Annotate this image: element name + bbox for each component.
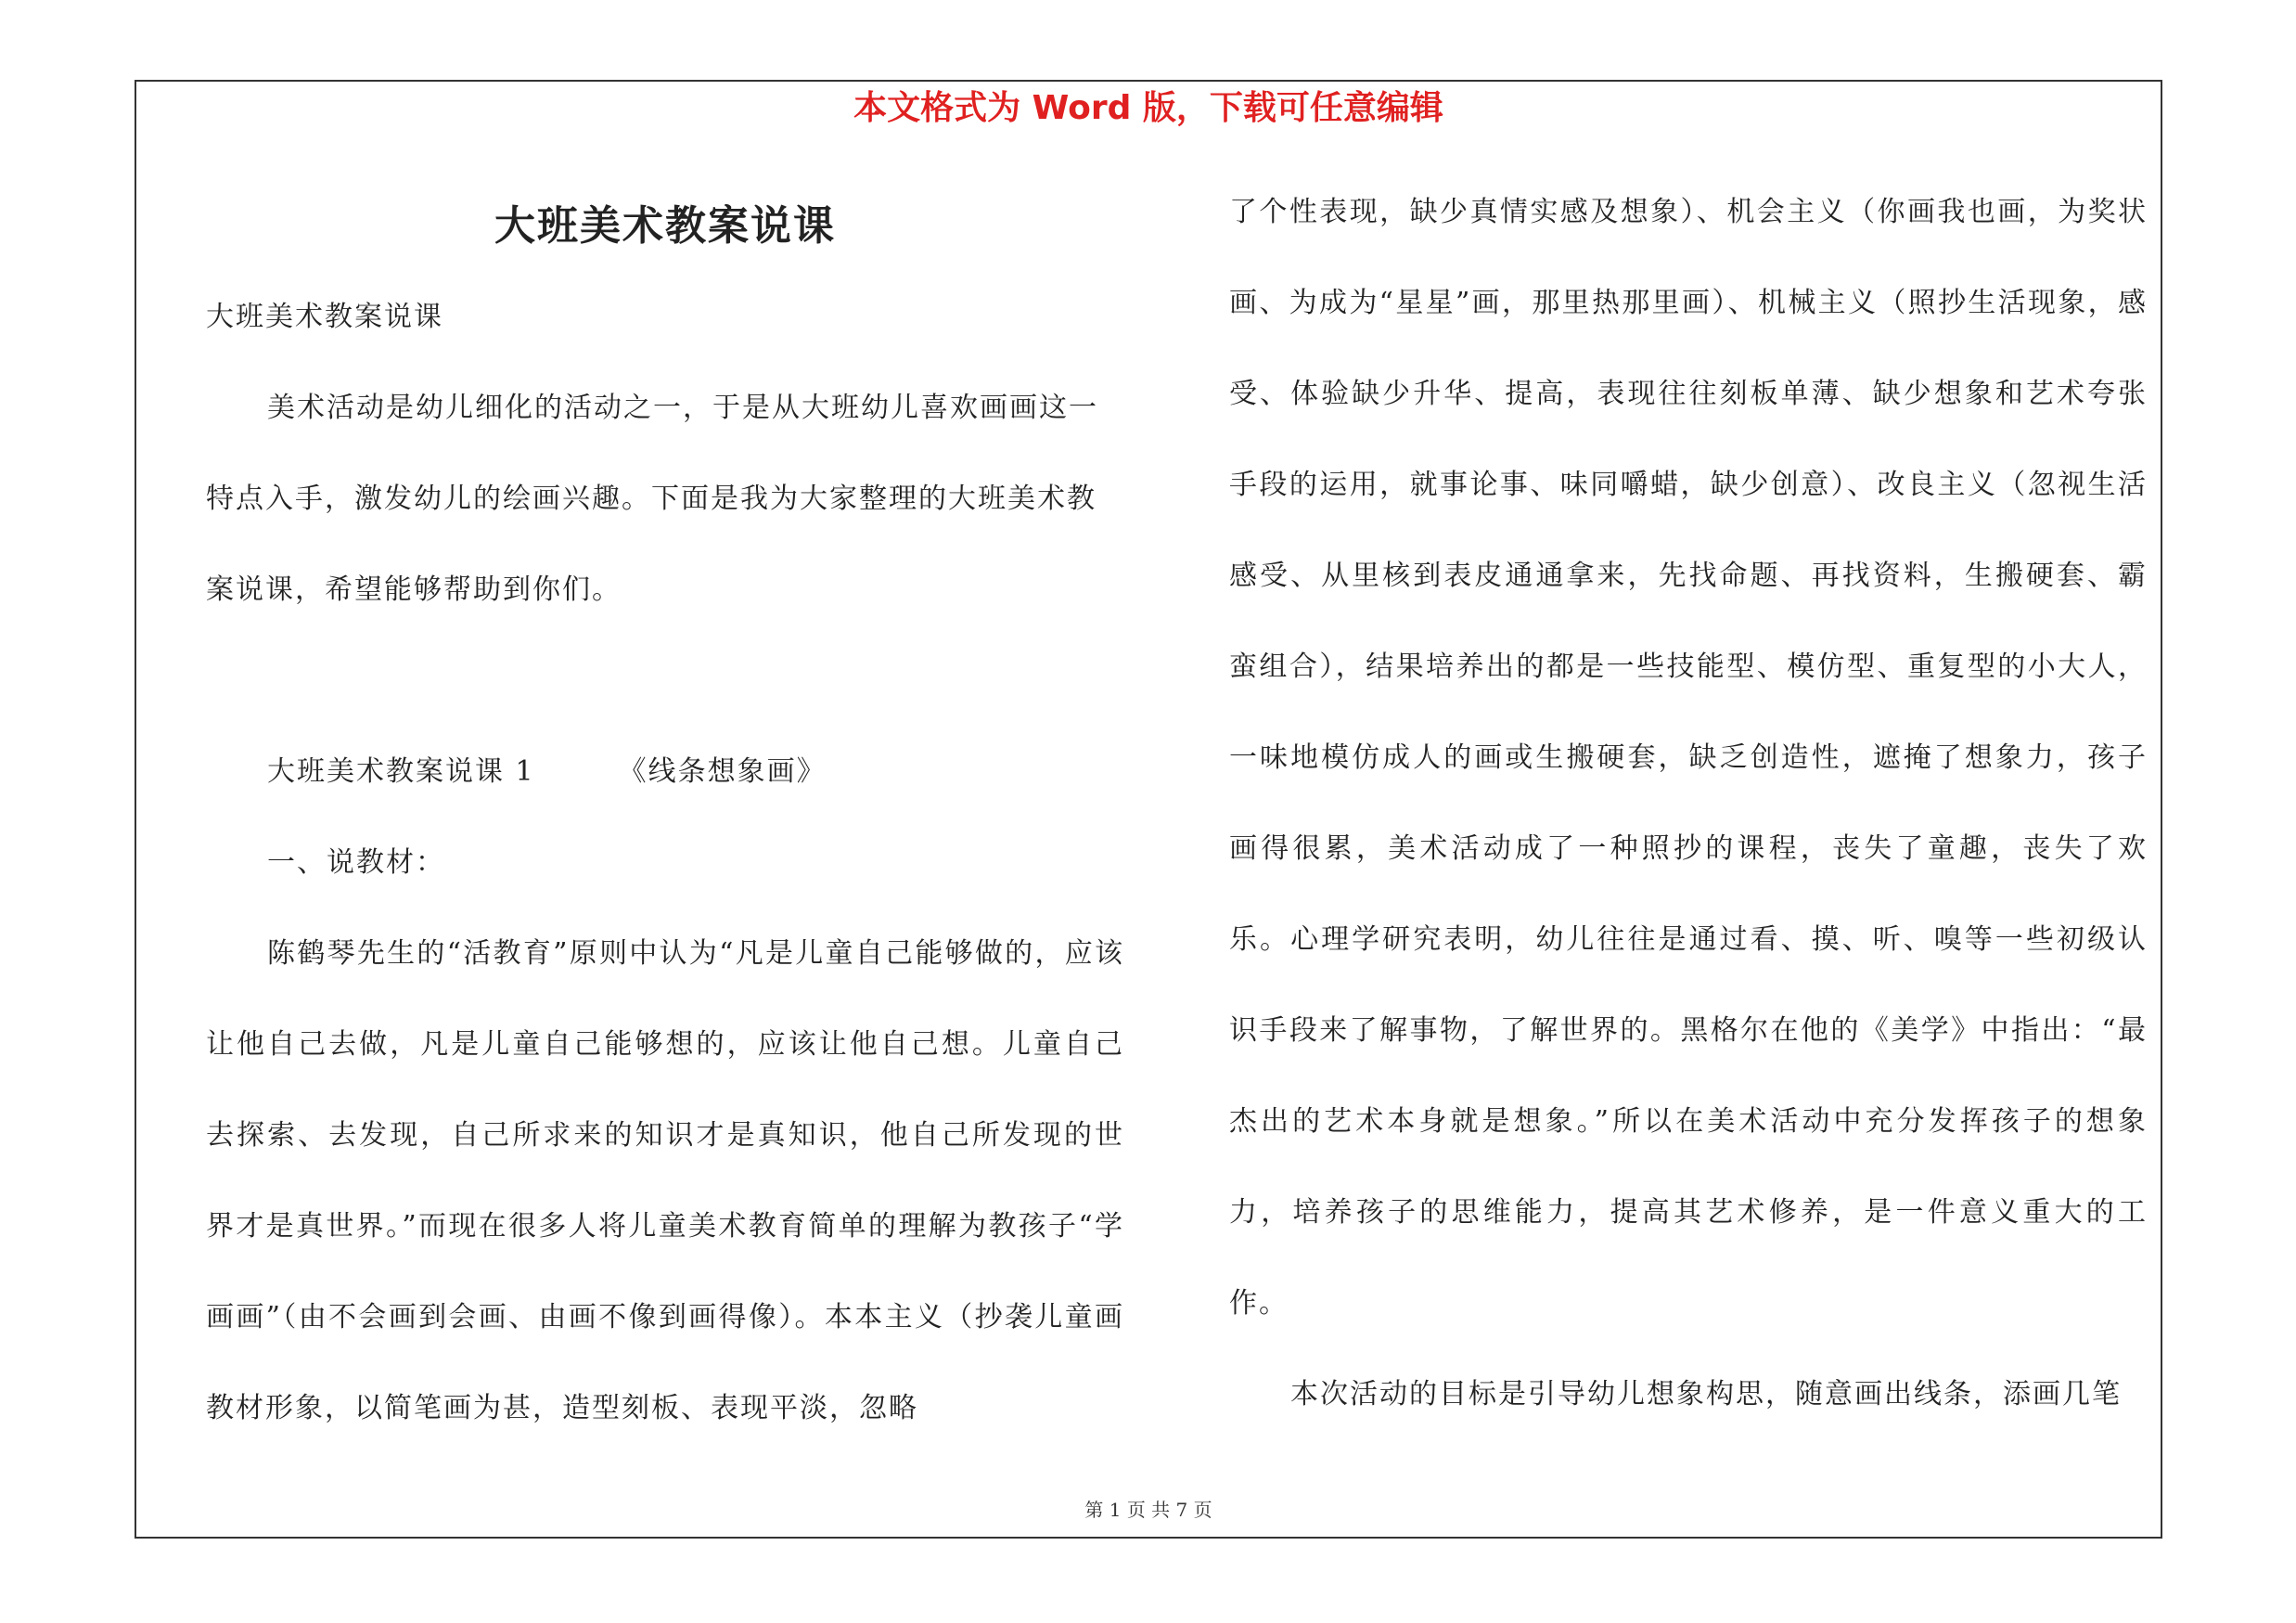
section-title: 《线条想象画》 [618, 755, 827, 788]
right-column [1229, 167, 2148, 1440]
goal-paragraph: 本次活动的目标是引导幼儿想象构思，随意画出线条，添画几笔 [1290, 1378, 2122, 1410]
word-format-banner: 本文格式为 Word 版，下载可任意编辑 [853, 89, 1443, 127]
page-footer: 第 1 页 共 7 页 [1084, 1499, 1212, 1521]
body-paragraph-continued: 了个性表现，缺少真情实感及想象）、机会主义（你画我也画，为奖状画、为成为“星星”画，那里热那里画）、机械主义（照抄生活现象，感受、体验缺少升华、提高，表现往往刻板单薄、缺少想象和艺术夸张手段的运用，就事论事、味同嚼蜡，缺少创意）、改良主义（忽视生活感受、从里核到表皮通通拿来，先找命题、再找资料，生搬硬套、霸蛮组合），结果培养出的都是一些技能型、模仿型、重复型的小大人，一味地模仿成人的画或生搬硬套，缺乏创造性，遮掩了想象力，孩子画得很累，美术活动成了一种照抄的课程，丧失了童趣，丧失了欢乐。心理学研究表明，幼儿往往是通过看、摸、听、嗅等一些初级认识手段来了解事物，了解世界的。黑格尔在他的《美学》中指出：“最杰出的艺术本身就是想象。”所以在美术活动中充分发挥孩子的想象力，培养孩子的思维能力，提高其艺术修养，是一件意义重大的工作。 [1229, 196, 2148, 1320]
section-heading-text: 大班美术教案说课 1 [267, 755, 535, 788]
body-paragraph: 陈鹤琴先生的“活教育”原则中认为“凡是儿童自己能够做的，应该让他自己去做，凡是儿童自己能够想的，应该让他自己想。儿童自己去探索、去发现，自己所求来的知识才是真知识，他自己所发现的世界才是真世界。”而现在很多人将儿童美术教育简单的理解为教孩子“学画画”（由不会画到会画、由画不像到画得像）。本本主义（抄袭儿童画教材形象，以简笔画为甚，造型刻板、表现平淡，忽略 [206, 937, 1124, 1424]
intro-paragraph: 美术活动是幼儿细化的活动之一，于是从大班幼儿喜欢画画这一特点入手，激发幼儿的绘画兴趣。下面是我为大家整理的大班美术教案说课，希望能够帮助到你们。 [206, 392, 1098, 606]
document-title: 大班美术教案说课 [494, 202, 836, 250]
subheading-textbook: 一、说教材： [267, 846, 445, 879]
section-heading [206, 727, 1124, 818]
document-subtitle: 大班美术教案说课 [206, 301, 443, 333]
left-column [206, 181, 1124, 1454]
